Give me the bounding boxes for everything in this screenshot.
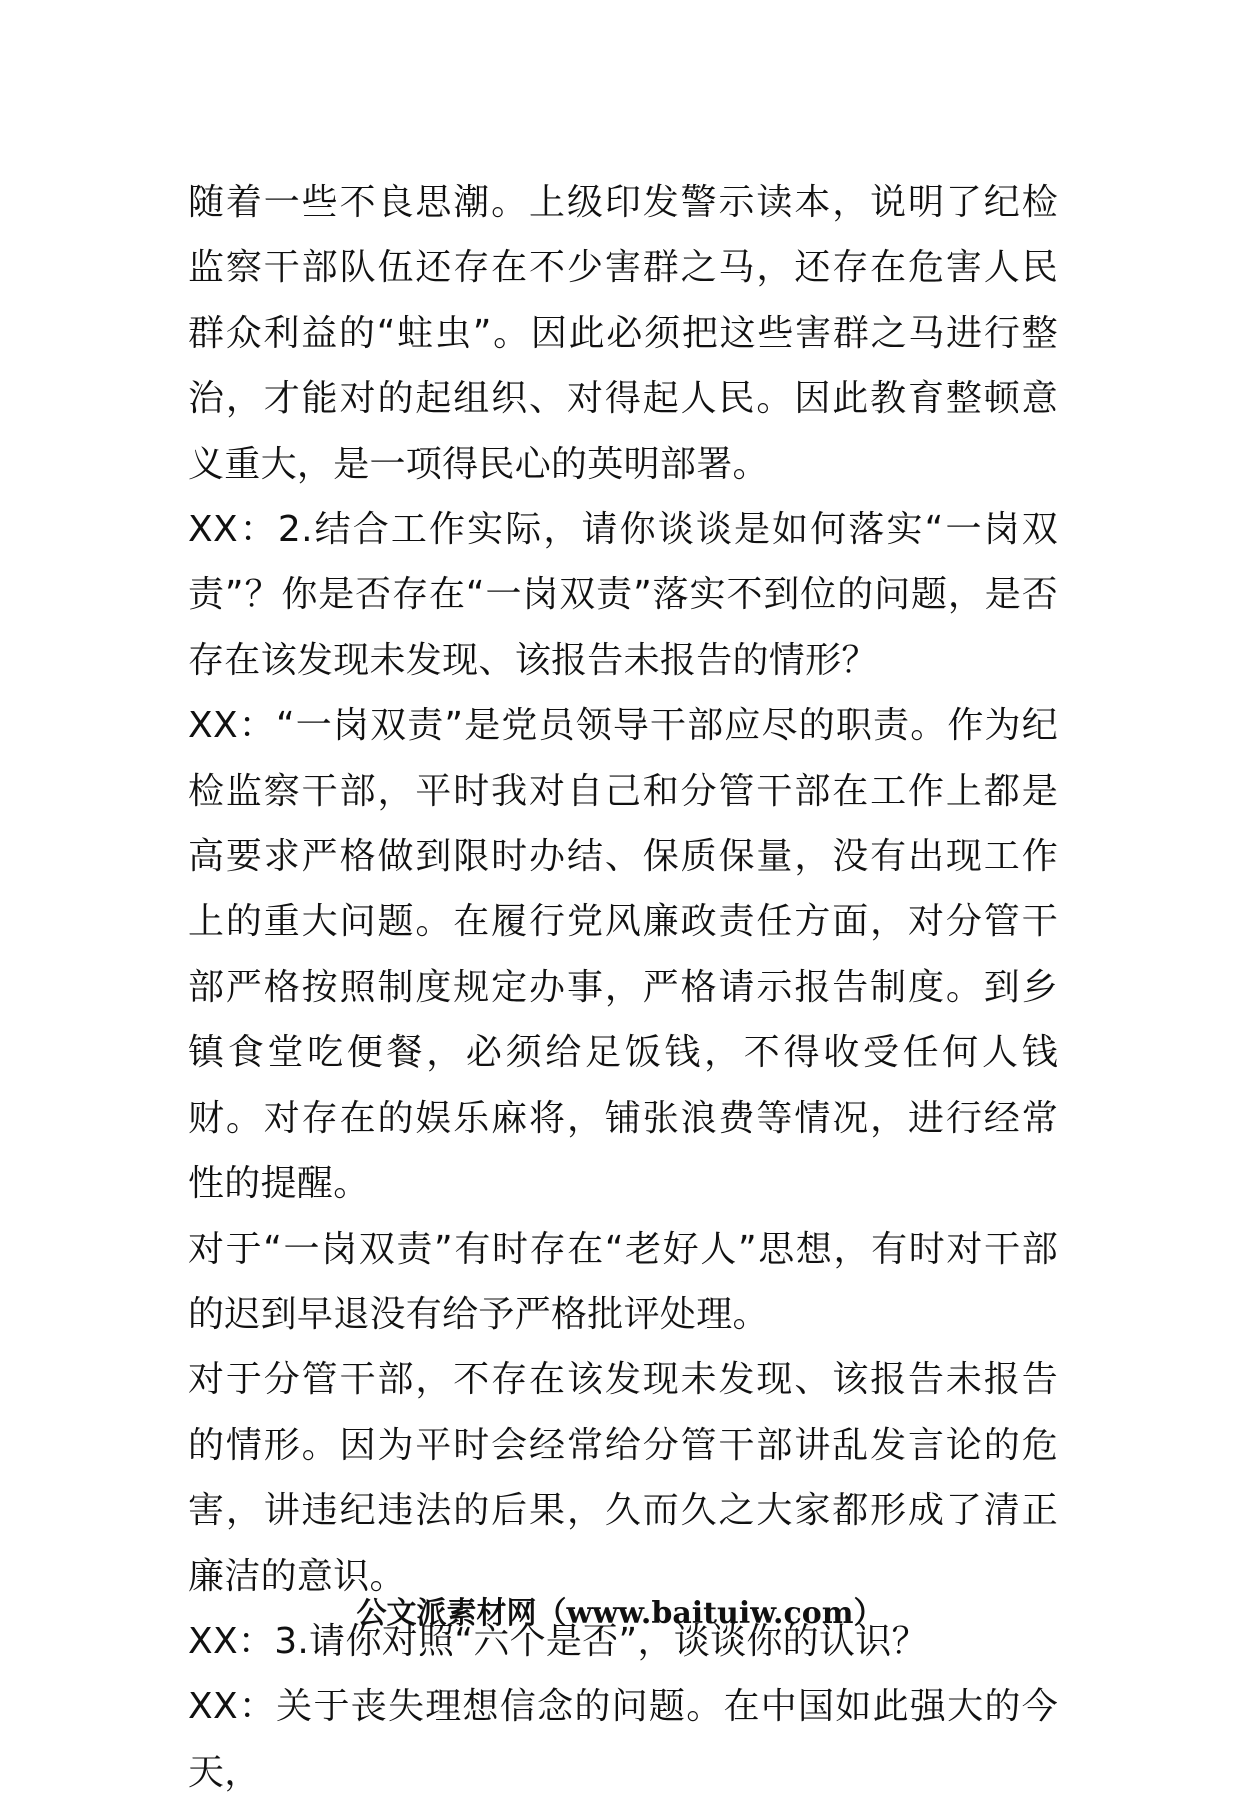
paragraph: XX：3.请你对照“六个是否”，谈谈你的认识？ xyxy=(188,1620,928,1662)
paragraph: 随着一些不良思潮。上级印发警示读本，说明了纪检监察干部队伍还存在不少害群之马，还存在危害人民群众利益的“蛀虫”。因此必须把这些害群之马进行整治，才能对的起组织、对得起人民。因此教育整顿意义重大，是一项得民心的英明部署。 xyxy=(188,182,1058,485)
paragraph: XX：关于丧失理想信念的问题。在中国如此强大的今天， xyxy=(188,1686,1058,1793)
paragraph: 对于分管干部，不存在该发现未发现、该报告未报告的情形。因为平时会经常给分管干部讲乱发言论的危害，讲违纪违法的后果，久而久之大家都形成了清正廉洁的意识。 xyxy=(188,1359,1058,1597)
paragraph: XX：“一岗双责”是党员领导干部应尽的职责。作为纪检监察干部，平时我对自己和分管干部在工作上都是高要求严格做到限时办结、保质保量，没有出现工作上的重大问题。在履行党风廉政责任方面，对分管干部严格按照制度规定办事，严格请示报告制度。到乡镇食堂吃便餐，必须给足饭钱，不得收受任何人钱财。对存在的娱乐麻将，铺张浪费等情况，进行经常性的提醒。 xyxy=(188,705,1058,1205)
document-body xyxy=(188,170,1058,1805)
page-footer: 公文派素材网（www.baituiw.com） xyxy=(356,1596,884,1631)
paragraph: 对于“一岗双责”有时存在“老好人”思想，有时对干部的迟到早退没有给予严格批评处理。 xyxy=(188,1228,1058,1335)
paragraph: XX：2.结合工作实际，请你谈谈是如何落实“一岗双责”？你是否存在“一岗双责”落实不到位的问题，是否存在该发现未发现、该报告未报告的情形？ xyxy=(188,509,1058,681)
